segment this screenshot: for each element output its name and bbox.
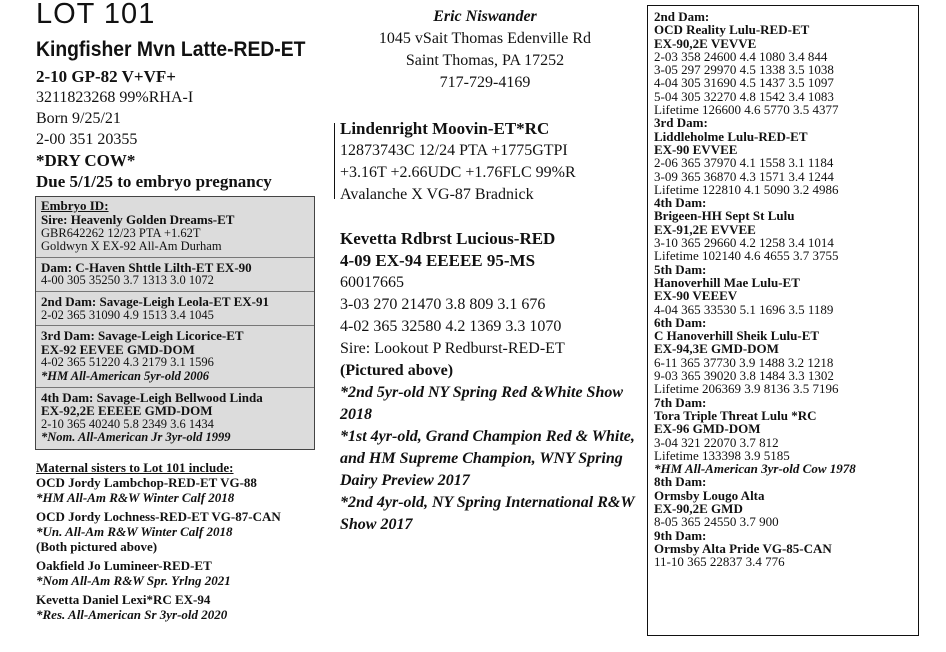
dam-line: Sire: Lookout P Redburst-RED-ET <box>340 340 565 357</box>
embryo-id-box <box>35 196 315 450</box>
maternal-award: *Un. All-Am R&W Winter Calf 2018 <box>36 524 233 539</box>
dam-pictured: (Pictured above) <box>340 362 454 379</box>
pedigree-record: Lifetime 206369 3.9 8136 3.5 7196 <box>654 381 839 397</box>
pedigree-name: Tora Triple Threat Lulu *RC <box>654 407 817 423</box>
embryo-3rd-dam <box>41 329 310 383</box>
cow-due: Due 5/1/25 to embryo pregnancy <box>36 172 272 191</box>
pedigree-title: 9th Dam: <box>654 527 707 543</box>
pedigree-4th-dam <box>654 196 918 262</box>
pedigree-record: 9-03 365 39020 3.8 1484 3.3 1302 <box>654 368 834 384</box>
embryo-4th-dam <box>41 391 310 445</box>
consignor-city: Saint Thomas, PA 17252 <box>405 52 565 69</box>
pedigree-7th-dam <box>654 396 918 476</box>
pedigree-record: 3-10 365 29660 4.2 1258 3.4 1014 <box>654 235 834 251</box>
sire-line: Avalanche X VG-87 Bradnick <box>340 186 534 203</box>
pedigree-class: EX-94,3E GMD-DOM <box>654 341 779 357</box>
maternal-award: *HM All-Am R&W Winter Calf 2018 <box>36 490 235 505</box>
divider <box>36 257 314 258</box>
consignor-name: Eric Niswander <box>433 8 537 25</box>
dam-honor: *1st 4yr-old, Grand Champion Red & White, and HM Supreme Champion, WNY Spring Dairy Preview 2017 <box>340 428 635 489</box>
pedigree-record: Lifetime 102140 4.6 4655 3.7 3755 <box>654 248 839 264</box>
pedigree-name: Hanoverhill Mae Lulu-ET <box>654 274 800 290</box>
pedigree-record: 6-11 365 37730 3.9 1488 3.2 1218 <box>654 354 834 370</box>
embryo-4th-dam-line: 2-10 365 40240 5.8 2349 3.6 1434 <box>41 416 214 431</box>
consignor-contact <box>340 6 630 94</box>
dam-line: 4-02 365 32580 4.2 1369 3.3 1070 <box>340 318 562 335</box>
embryo-dam-title: Dam: C-Haven Shttle Lilth-ET EX-90 <box>41 259 252 275</box>
pedigree-record: 2-06 365 37970 4.1 1558 3.1 1184 <box>654 155 834 171</box>
pedigree-name: Ormsby Alta Pride VG-85-CAN <box>654 540 832 556</box>
consignor-address: 1045 vSait Thomas Edenville Rd <box>378 30 592 47</box>
pedigree-record: 3-04 321 22070 3.7 812 <box>654 434 779 450</box>
embryo-dam-line: 4-00 305 35250 3.7 1313 3.0 1072 <box>41 273 214 288</box>
cow-classification: 2-10 GP-82 V+VF+ <box>36 67 176 86</box>
pedigree-8th-dam <box>654 475 918 528</box>
lot-title: LOT 101 <box>36 0 156 30</box>
pedigree-name: Liddleholme Lulu-RED-ET <box>654 128 808 144</box>
pedigree-record: Lifetime 122810 4.1 5090 3.2 4986 <box>654 181 839 197</box>
pedigree-title: 8th Dam: <box>654 474 707 490</box>
dam-line: 60017665 <box>340 274 404 291</box>
maternal-note: (Both pictured above) <box>36 539 158 554</box>
pedigree-3rd-dam <box>654 116 918 196</box>
maternal-name: OCD Jordy Lambchop-RED-ET VG-88 <box>36 475 257 490</box>
embryo-4th-dam-class: EX-92,2E EEEEE GMD-DOM <box>41 403 213 419</box>
dam-honor: *2nd 4yr-old, NY Spring International R&W Show 2017 <box>340 494 635 533</box>
pedigree-title: 6th Dam: <box>654 314 707 330</box>
pedigree-name: OCD Reality Lulu-RED-ET <box>654 22 810 38</box>
pedigree-class: EX-90 VEEEV <box>654 288 738 304</box>
pedigree-name: Ormsby Lougo Alta <box>654 487 765 503</box>
pedigree-9th-dam <box>654 529 918 569</box>
pedigree-6th-dam <box>654 316 918 396</box>
maternal-sisters <box>36 460 336 622</box>
pedigree-record: 8-05 365 24550 3.7 900 <box>654 514 779 530</box>
divider <box>36 387 314 388</box>
embryo-3rd-dam-title: 3rd Dam: Savage-Leigh Licorice-ET <box>41 328 244 344</box>
pedigree-record: 11-10 365 22837 3.4 776 <box>654 554 785 570</box>
consignor-phone: 717-729-4169 <box>439 74 531 91</box>
dam-honor: *2nd 5yr-old NY Spring Red &White Show 2018 <box>340 384 624 423</box>
pedigree-title: 7th Dam: <box>654 394 707 410</box>
dam-name: Kevetta Rdbrst Lucious-RED <box>340 229 556 248</box>
embryo-sire-title: Sire: Heavenly Golden Dreams-ET <box>41 212 235 227</box>
cow-info <box>36 66 272 192</box>
dam-line: 3-03 270 21470 3.8 809 3.1 676 <box>340 296 546 313</box>
pedigree-record: 3-05 297 29970 4.5 1338 3.5 1038 <box>654 62 834 78</box>
pedigree-class: EX-96 GMD-DOM <box>654 421 761 437</box>
dam-block <box>340 228 640 536</box>
pedigree-2nd-dam <box>654 10 918 116</box>
cow-born: Born 9/25/21 <box>36 110 121 127</box>
pedigree-record: 4-04 305 31690 4.5 1437 3.5 1097 <box>654 75 834 91</box>
pedigree-name: Brigeen-HH Sept St Lulu <box>654 208 795 224</box>
pedigree-record: 2-03 358 24600 4.4 1080 3.4 844 <box>654 48 828 64</box>
embryo-4th-dam-title: 4th Dam: Savage-Leigh Bellwood Linda <box>41 389 263 405</box>
sire-name: Lindenright Moovin-ET*RC <box>340 119 550 138</box>
pedigree-title: 4th Dam: <box>654 195 707 211</box>
pedigree-class: EX-91,2E EVVEE <box>654 221 756 237</box>
pedigree-award: *HM All-American 3yr-old Cow 1978 <box>654 461 856 477</box>
pedigree-name: C Hanoverhill Sheik Lulu-ET <box>654 328 820 344</box>
embryo-2nd-dam-line: 2-02 365 31090 4.9 1513 3.4 1045 <box>41 307 214 322</box>
embryo-sire <box>41 213 310 254</box>
maternal-award: *Nom All-Am R&W Spr. Yrlng 2021 <box>36 573 231 588</box>
embryo-3rd-dam-award: *HM All-American 5yr-old 2006 <box>41 368 209 383</box>
embryo-sire-line: Goldwyn X EX-92 All-Am Durham <box>41 239 222 254</box>
maternal-header: Maternal sisters to Lot 101 include: <box>36 460 234 475</box>
pedigree-class: EX-90 EVVEE <box>654 141 738 157</box>
dam-classification: 4-09 EX-94 EEEEE 95-MS <box>340 251 536 270</box>
pedigree-record: 3-09 365 36870 4.3 1571 3.4 1244 <box>654 168 834 184</box>
pedigree-title: 3rd Dam: <box>654 115 708 131</box>
maternal-name: Kevetta Daniel Lexi*RC EX-94 <box>36 592 211 607</box>
embryo-2nd-dam <box>41 295 310 322</box>
cow-registration: 3211823268 99%RHA-I <box>36 89 194 106</box>
pedigree-box <box>647 5 919 636</box>
sire-line: 12873743C 12/24 PTA +1775GTPI <box>340 142 568 159</box>
pedigree-record: 5-04 305 32270 4.8 1542 3.4 1083 <box>654 88 834 104</box>
pedigree-title: 2nd Dam: <box>654 9 710 24</box>
cow-status: *DRY COW* <box>36 151 136 170</box>
pedigree-title: 5th Dam: <box>654 261 707 277</box>
embryo-4th-dam-award: *Nom. All-American Jr 3yr-old 1999 <box>41 430 231 445</box>
pedigree-5th-dam <box>654 263 918 316</box>
divider <box>36 291 314 292</box>
embryo-3rd-dam-class: EX-92 EEVEE GMD-DOM <box>41 341 195 357</box>
sire-line: +3.16T +2.66UDC +1.76FLC 99%R <box>340 164 576 181</box>
maternal-name: Oakfield Jo Lumineer-RED-ET <box>36 558 212 573</box>
pedigree-record: 4-04 365 33530 5.1 1696 3.5 1189 <box>654 301 834 317</box>
embryo-dam <box>41 261 310 288</box>
pedigree-record: Lifetime 133398 3.9 5185 <box>654 447 790 463</box>
cow-record: 2-00 351 20355 <box>36 131 138 148</box>
cow-name: Kingfisher Mvn Latte-RED-ET <box>36 38 306 61</box>
maternal-award: *Res. All-American Sr 3yr-old 2020 <box>36 607 228 622</box>
embryo-sire-line: GBR642262 12/23 PTA +1.62T <box>41 225 201 240</box>
divider <box>334 123 335 199</box>
maternal-name: OCD Jordy Lochness-RED-ET VG-87-CAN <box>36 509 281 524</box>
embryo-2nd-dam-title: 2nd Dam: Savage-Leigh Leola-ET EX-91 <box>41 293 269 309</box>
pedigree-record: Lifetime 126600 4.6 5770 3.5 4377 <box>654 102 839 118</box>
pedigree-class: EX-90,2E VEVVE <box>654 35 757 51</box>
sire-block <box>340 118 576 206</box>
pedigree-class: EX-90,2E GMD <box>654 500 743 516</box>
embryo-3rd-dam-line: 4-02 365 51220 4.3 2179 3.1 1596 <box>41 355 214 370</box>
divider <box>36 325 314 326</box>
embryo-header: Embryo ID: <box>41 198 109 213</box>
